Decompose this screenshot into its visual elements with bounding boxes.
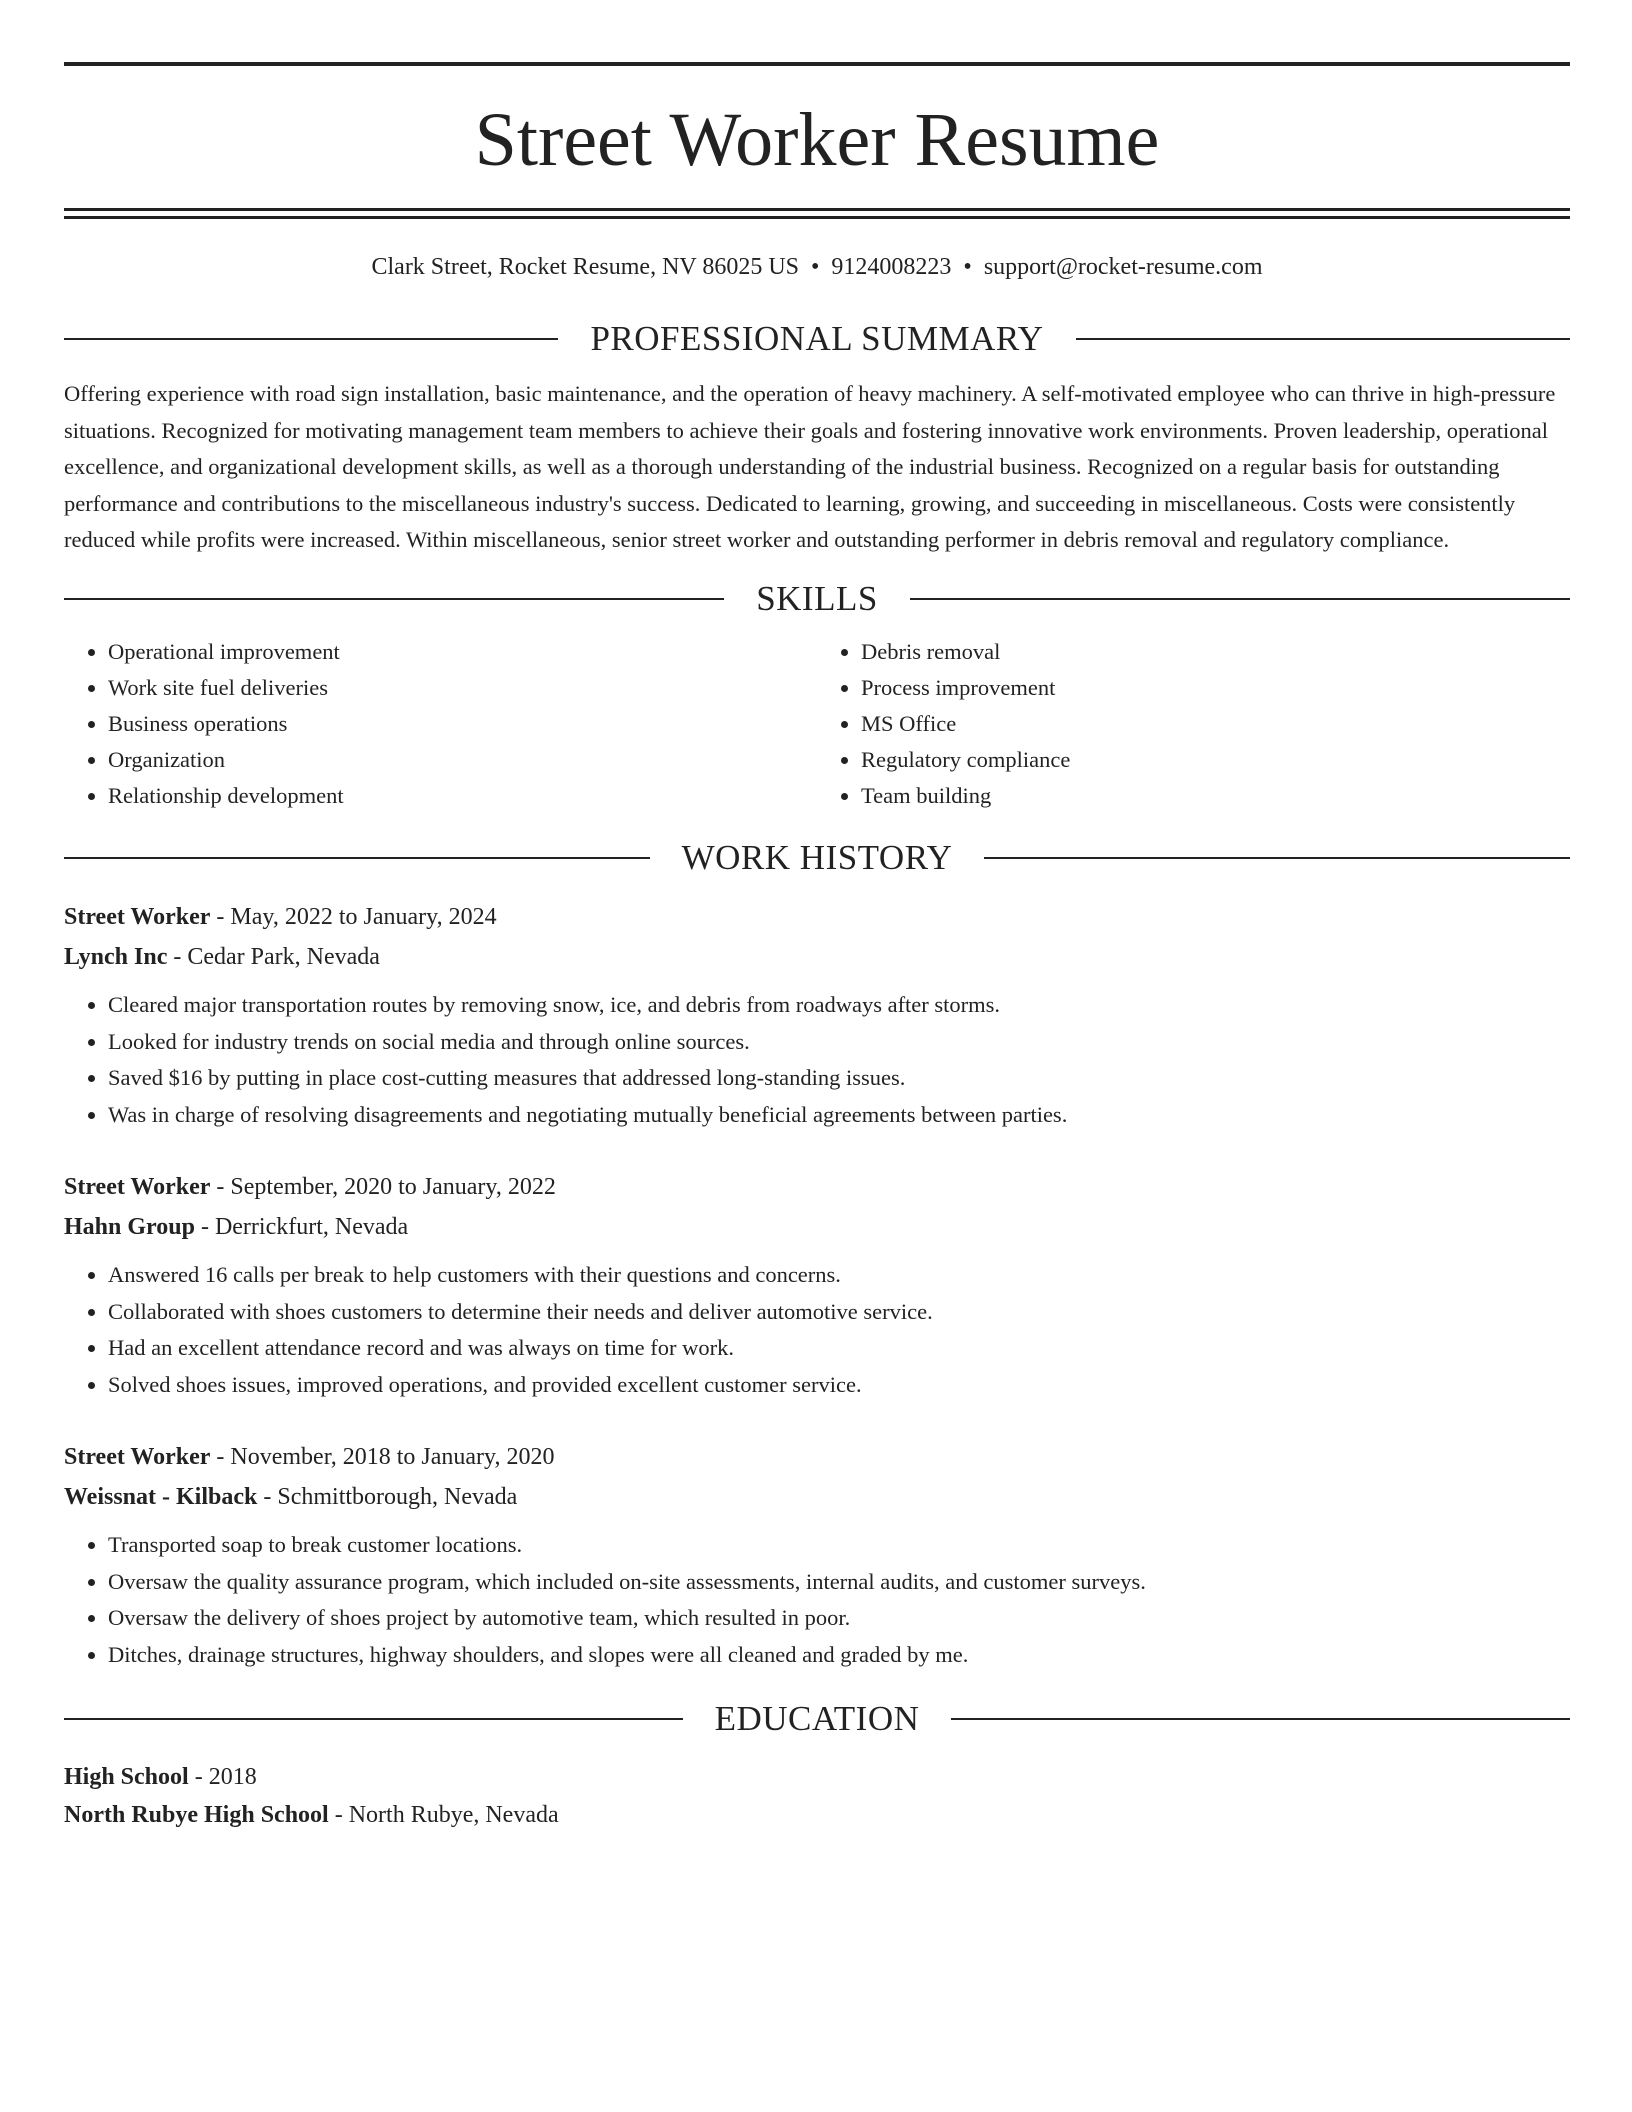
job-company: Lynch Inc: [64, 944, 168, 970]
education-degree-line: [64, 1758, 1570, 1796]
section-heading-skills: [64, 581, 1570, 616]
job-company: Weissnat - Kilback: [64, 1484, 258, 1510]
heading-rule-right: [984, 857, 1570, 859]
job-title-line: [64, 897, 1570, 937]
job-bullets: [64, 987, 1570, 1133]
job-location: - Cedar Park, Nevada: [167, 944, 380, 970]
skill-item: • Regulatory compliance: [861, 742, 1570, 778]
job-dates: - November, 2018 to January, 2020: [210, 1444, 555, 1470]
heading-rule-left: [64, 1718, 683, 1720]
job-company-line: [64, 1477, 1570, 1517]
education-year: - 2018: [188, 1764, 257, 1790]
skill-item: • Business operations: [108, 706, 817, 742]
job-bullet: • Collaborated with shoes customers to determine their needs and deliver automotive service.: [108, 1294, 1570, 1331]
section-heading-work: [64, 840, 1570, 875]
job-title: Street Worker: [64, 1444, 211, 1470]
job-bullet: • Was in charge of resolving disagreements and negotiating mutually beneficial agreements between parties.: [108, 1097, 1570, 1134]
resume-title: Street Worker Resume: [474, 98, 1160, 182]
summary-text: Offering experience with road sign installation, basic maintenance, and the operation of heavy machinery. A self-motivated employee who can thrive in high-pressure situations. Recognized for motivating management team members to achieve their goals and fostering innovative work environments. Proven leadership, operational excellence, and organizational development skills, as well as a thorough understanding of the industrial business. Recognized on a regular basis for outstanding performance and contributions to the miscellaneous industry's success. Dedicated to learning, growing, and succeeding in miscellaneous. Costs were consistently reduced while profits were increased. Within miscellaneous, senior street worker and outstanding performer in debris removal and regulatory compliance.: [64, 381, 1556, 552]
job-bullet: • Oversaw the quality assurance program, which included on-site assessments, internal audits, and customer surveys.: [108, 1564, 1570, 1601]
job-dates: - September, 2020 to January, 2022: [210, 1174, 556, 1200]
job-entry: [64, 1437, 1570, 1673]
job-bullets: [64, 1257, 1570, 1403]
job-bullet: • Had an excellent attendance record and was always on time for work.: [108, 1330, 1570, 1367]
job-bullet: • Oversaw the delivery of shoes project by automotive team, which resulted in poor.: [108, 1600, 1570, 1637]
section-title: SKILLS: [756, 579, 878, 618]
contact-separator: •: [963, 254, 972, 280]
contact-line: [64, 255, 1570, 279]
job-bullet: • Ditches, drainage structures, highway shoulders, and slopes were all cleaned and graded by me.: [108, 1637, 1570, 1674]
skills-column-right: [817, 634, 1570, 814]
contact-phone: 9124008223: [831, 254, 952, 280]
skills-column-left: [64, 634, 817, 814]
heading-rule-left: [64, 857, 650, 859]
contact-email: support@rocket-resume.com: [983, 254, 1263, 280]
job-company: Hahn Group: [64, 1214, 195, 1240]
job-title: Street Worker: [64, 1174, 211, 1200]
top-rule: [64, 62, 1570, 66]
job-company-line: [64, 937, 1570, 977]
section-title: PROFESSIONAL SUMMARY: [590, 319, 1044, 358]
skill-item: • Work site fuel deliveries: [108, 670, 817, 706]
heading-rule-right: [1076, 338, 1570, 340]
job-bullet: • Answered 16 calls per break to help customers with their questions and concerns.: [108, 1257, 1570, 1294]
section-heading-education: [64, 1701, 1570, 1736]
skill-item: • Debris removal: [861, 634, 1570, 670]
skill-item: • MS Office: [861, 706, 1570, 742]
job-entry: [64, 897, 1570, 1133]
education-entry: [64, 1758, 1570, 1834]
resume-page: [64, 0, 1570, 1834]
education-school-line: [64, 1796, 1570, 1834]
heading-rule-left: [64, 598, 724, 600]
job-title-line: [64, 1167, 1570, 1207]
contact-address: Clark Street, Rocket Resume, NV 86025 US: [371, 254, 799, 280]
job-bullet: • Solved shoes issues, improved operations, and provided excellent customer service.: [108, 1367, 1570, 1404]
skill-item: • Organization: [108, 742, 817, 778]
job-bullet: • Saved $16 by putting in place cost-cutting measures that addressed long-standing issues.: [108, 1060, 1570, 1097]
section-heading-summary: [64, 321, 1570, 356]
skill-item: • Process improvement: [861, 670, 1570, 706]
job-title: Street Worker: [64, 904, 211, 930]
heading-rule-right: [910, 598, 1570, 600]
heading-rule-right: [951, 1718, 1570, 1720]
section-title: WORK HISTORY: [681, 838, 953, 877]
job-bullet: • Transported soap to break customer locations.: [108, 1527, 1570, 1564]
education-school: North Rubye High School: [64, 1802, 329, 1828]
title-double-rule: [64, 208, 1570, 219]
job-title-line: [64, 1437, 1570, 1477]
section-title: EDUCATION: [714, 1699, 920, 1738]
job-bullet: • Cleared major transportation routes by removing snow, ice, and debris from roadways after storms.: [108, 987, 1570, 1024]
skills-list: [64, 634, 1570, 814]
education-location: - North Rubye, Nevada: [328, 1802, 559, 1828]
job-company-line: [64, 1207, 1570, 1247]
job-location: - Schmittborough, Nevada: [257, 1484, 518, 1510]
contact-separator: •: [811, 254, 820, 280]
education-degree: High School: [64, 1764, 189, 1790]
skill-item: • Operational improvement: [108, 634, 817, 670]
job-bullets: [64, 1527, 1570, 1673]
skill-item: • Relationship development: [108, 778, 817, 814]
job-entry: [64, 1167, 1570, 1403]
job-bullet: • Looked for industry trends on social media and through online sources.: [108, 1024, 1570, 1061]
heading-rule-left: [64, 338, 558, 340]
job-location: - Derrickfurt, Nevada: [194, 1214, 409, 1240]
job-dates: - May, 2022 to January, 2024: [210, 904, 497, 930]
skill-item: • Team building: [861, 778, 1570, 814]
